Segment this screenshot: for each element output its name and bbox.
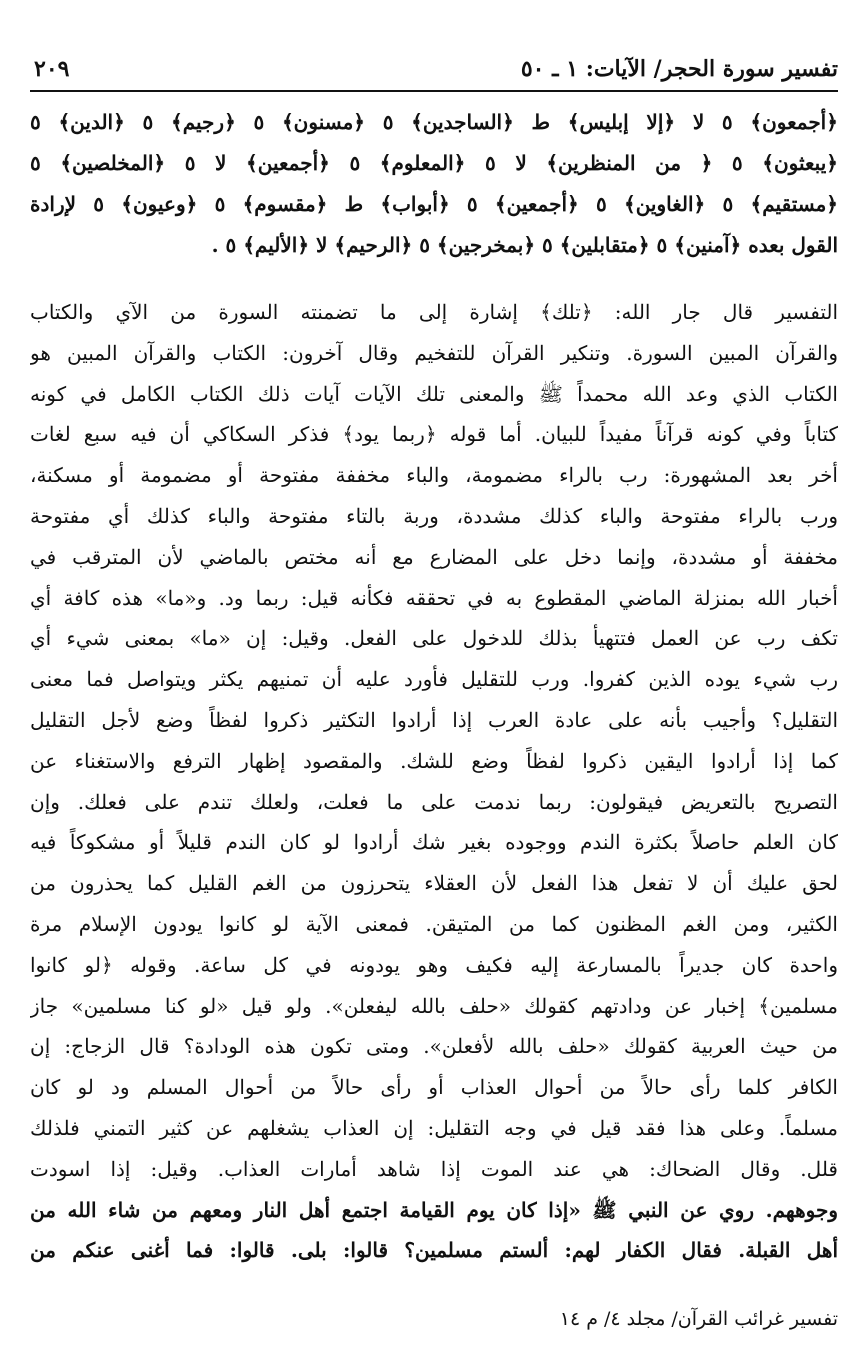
tafsir-line-7: مخففة أو مشددة، وإنما دخل على المضارع مع أنه مختص بالماضي لأن المترقب في <box>30 544 838 569</box>
tafsir-line-23: وجوههم. روي عن النبي ﷺ «إذا كان يوم القيامة اجتمع أهل النار ومعهم من شاء الله من <box>30 1197 838 1222</box>
tafsir-line-17: واحدة كان جديراً بالمسارعة إليه فكيف وهو يودونه في كل ساعة. وقوله ﴿لو كانوا <box>30 952 838 977</box>
waqf-line-4: القول بعده ﴿آمنين﴾ ٥ ﴿متقابلين﴾ ٥ ﴿بمخرجين﴾ ٥ ﴿الرحيم﴾ لا ﴿الأليم﴾ ٥ . <box>211 233 838 257</box>
waqf-line-3: ﴿مستقيم﴾ ٥ ﴿الغاوين﴾ ٥ ﴿أجمعين﴾ ٥ ﴿أبواب﴾ ط ﴿مقسوم﴾ ٥ ﴿وعيون﴾ ٥ لإرادة <box>30 192 838 216</box>
tafsir-line-16: الكثير، ومن الغم المظنون كما من المتيقن. فمعنى الآية لو كانوا يودون الإسلام مرة <box>30 911 838 936</box>
book-page <box>30 50 838 1271</box>
volume-footer: تفسير غرائب القرآن/ مجلد ٤/ م ١٤ <box>559 1308 838 1330</box>
tafsir-line-9: تكف رب عن العمل فتتهيأ بذلك للدخول على الفعل. وقيل: إن «ما» بمعنى شيء أي <box>30 626 838 651</box>
waqf-line-1: ﴿أجمعون﴾ ٥ لا ﴿إلا إبليس﴾ ط ﴿الساجدين﴾ ٥ ﴿مسنون﴾ ٥ ﴿رجيم﴾ ٥ ﴿الدين﴾ ٥ <box>30 110 838 134</box>
tafsir-line-24: أهل القبلة. فقال الكفار لهم: ألستم مسلمين؟ قالوا: بلى. قالوا: فما أغنى عنكم من <box>30 1238 838 1263</box>
tafsir-line-22: قلل. وقال الضحاك: هي عند الموت إذا شاهد أمارات العذاب. وقيل: إذا اسودت <box>30 1156 838 1181</box>
tafsir-line-12: كما إذا أرادوا اليقين ذكروا لفظاً وضع للشك. والمقصود إظهار الترفع والاستغناء عن <box>30 748 838 773</box>
header-title: تفسير سورة الحجر/ الآيات: ١ ـ ٥٠ <box>520 56 838 82</box>
running-header <box>30 50 838 92</box>
tafsir-line-10: رب شيء يوده الذين كفروا. ورب للتقليل فأورد عليه أن تمنيهم يكثر ويتواصل فما معنى <box>30 667 838 692</box>
page-number: ٢٠٩ <box>34 56 70 82</box>
tafsir-line-20: الكافر كلما رأى حالاً من أحوال العذاب أو رأى حالاً من أحوال المسلم ود لو كان <box>30 1075 838 1100</box>
tafsir-line-14: كان العلم حاصلاً بكثرة الندم ووجوده بغير شك أرادوا لو كان الندم قليلاً أو مشكوكاً فيه <box>30 830 838 855</box>
tafsir-line-11: التقليل؟ وأجيب بأنه على عادة العرب إذا أرادوا التكثير ذكروا لفظاً وضع لأجل التقليل <box>30 707 838 732</box>
tafsir-line-19: من حيث العربية كقولك «حلف بالله لأفعلن». ومتى تكون هذه الودادة؟ قال الزجاج: إن <box>30 1034 838 1059</box>
tafsir-line-5: أخر بعد المشهورة: رب بالراء مضمومة، والباء مخففة مفتوحة أو مضمومة أو مسكنة، <box>30 463 838 488</box>
tafsir-line-3: الكتاب الذي وعد الله محمداً ﷺ والمعنى تلك الآيات آيات ذلك الكتاب الكامل في كونه <box>30 381 838 406</box>
tafsir-line-8: أخبار الله بمنزلة الماضي المقطوع به في تحققه فكأنه قيل: ربما ود. و«ما» هذه كافة أي <box>30 585 838 610</box>
tafsir-line-4: كتاباً وفي كونه قرآناً مفيداً للبيان. أما قوله ﴿ربما يود﴾ فذكر السكاكي أن فيه سبع لغات <box>30 422 838 447</box>
waqf-line-2: ﴿يبعثون﴾ ٥ ﴿ من المنظرين﴾ لا ٥ ﴿المعلوم﴾ ٥ ﴿أجمعين﴾ لا ٥ ﴿المخلصين﴾ ٥ <box>30 151 838 175</box>
tafsir-line-18: مسلمين﴾ إخبار عن ودادتهم كقولك «حلف بالله ليفعلن». ولو قيل «لو كنا مسلمين» جاز <box>30 993 838 1018</box>
tafsir-line-15: لحق عليك أن لا تفعل هذا الفعل لأن العقلاء يتحرزون من الغم القليل كما يحذرون من <box>30 871 838 896</box>
tafsir-line-1: التفسير قال جار الله: ﴿تلك﴾ إشارة إلى ما تضمنته السورة من الآي والكتاب <box>30 300 838 324</box>
tafsir-line-13: التصريح بالتعريض فيقولون: ربما ندمت على ما فعلت، ولعلك تندم على فعلك. وإن <box>30 789 838 814</box>
tafsir-line-6: ورب بالراء مفتوحة والباء كذلك مشددة، وربة بالتاء مفتوحة والباء كذلك أي مفتوحة <box>30 503 838 528</box>
tafsir-line-2: والقرآن المبين السورة. وتنكير القرآن للتفخيم وقال آخرون: الكتاب والقرآن المبين هو <box>30 340 838 365</box>
tafsir-line-21: مسلماً. وعلى هذا فقد قيل في وجه التقليل: إن العذاب يشغلهم عن كثير التمني فلذلك <box>30 1115 838 1140</box>
waqf-marks-block <box>30 102 838 266</box>
tafsir-text <box>30 292 838 1271</box>
